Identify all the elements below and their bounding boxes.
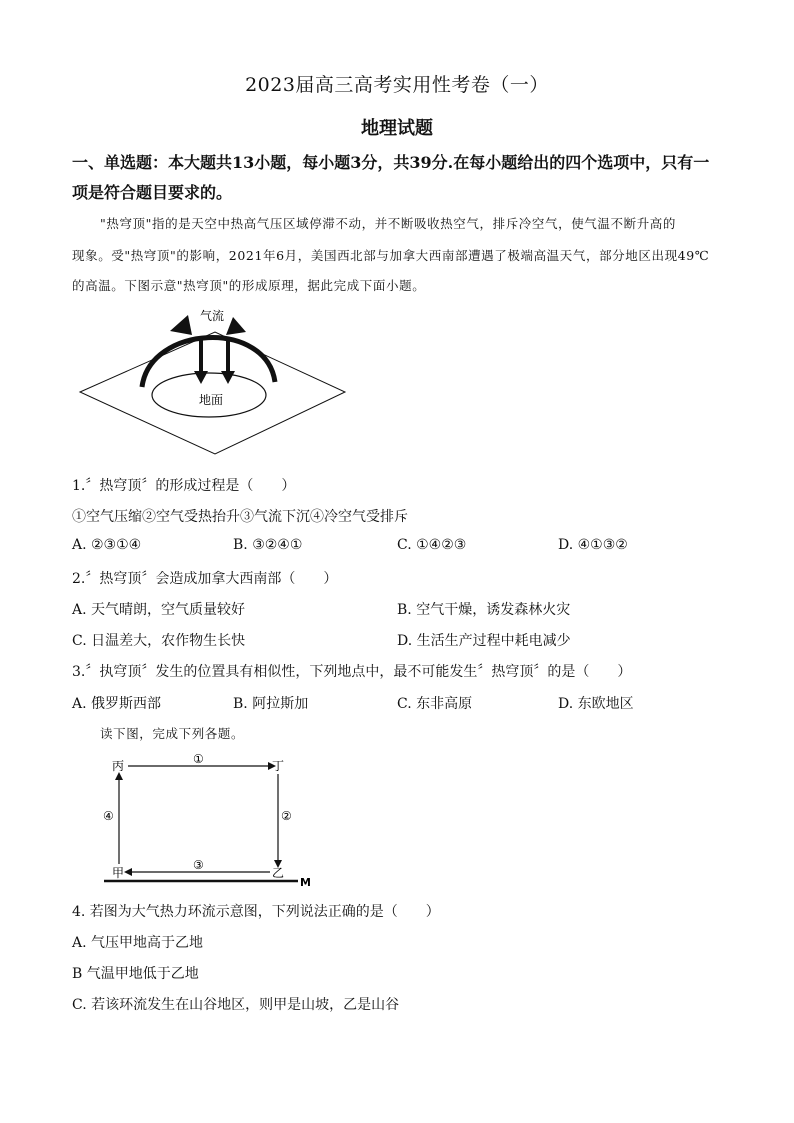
q1-items: ①空气压缩②空气受热抬升③气流下沉④冷空气受排斥	[72, 509, 408, 525]
q2-option-c: C. 日温差大，农作物生长快	[72, 633, 246, 649]
q2-option-a: A. 天气晴朗，空气质量较好	[72, 602, 246, 618]
heat-dome-diagram	[78, 305, 348, 465]
arrow-up-icon	[115, 772, 123, 780]
q4-option-a: A. 气压甲地高于乙地	[72, 935, 204, 951]
q1-stem: 1.〞热穹顶〞的形成过程是（ ）	[72, 478, 296, 494]
section-heading-line1: 一、单选题：本大题共13小题，每小题3分，共39分.在每小题给出的四个选项中，只有一	[72, 153, 710, 172]
q4-option-b: B 气温甲地低于乙地	[72, 966, 199, 982]
q4-stem: 4. 若图为大气热力环流示意图，下列说法正确的是（ ）	[72, 904, 440, 920]
label-ground: 地面	[199, 393, 224, 407]
q1-option-a: A. ②③①④	[72, 537, 142, 553]
q3-option-c: C. 东非高原	[397, 696, 473, 712]
q3-option-d: D. 东欧地区	[558, 696, 634, 712]
q2-option-b: B. 空气干燥，诱发森林火灾	[397, 602, 571, 618]
q1-option-b: B. ③②④①	[233, 537, 303, 553]
down-arrow-icon	[221, 371, 235, 384]
label-ding: 丁	[272, 759, 285, 773]
q4-option-c: C. 若该环流发生在山谷地区，则甲是山坡，乙是山谷	[72, 997, 400, 1013]
section-heading-line2: 项是符合题目要求的。	[72, 183, 233, 202]
q2-stem: 2.〞热穹顶〞会造成加拿大西南部（ ）	[72, 571, 338, 587]
label-bing: 丙	[112, 759, 125, 773]
label-n2: ②	[281, 809, 292, 823]
passage1-line2: 现象。受"热穹顶"的影响，2021年6月，美国西北部与加拿大西南部遭遇了极端高温天气，部分地区出现49℃	[72, 248, 710, 263]
up-arrow-icon	[226, 317, 246, 335]
exam-subtitle: 地理试题	[361, 118, 433, 139]
passage2: 读下图，完成下列各题。	[100, 726, 245, 741]
q3-option-b: B. 阿拉斯加	[233, 696, 309, 712]
thermal-circulation-diagram	[100, 748, 320, 890]
label-yi: 乙	[272, 866, 285, 880]
arrow-left-icon	[124, 868, 132, 876]
up-arrow-icon	[170, 315, 192, 335]
label-n3: ③	[193, 858, 204, 872]
q1-option-c: C. ①④②③	[397, 537, 467, 553]
label-airflow: 气流	[200, 309, 225, 323]
down-arrow-icon	[194, 371, 208, 384]
label-n1: ①	[193, 752, 204, 766]
label-n4: ④	[103, 809, 114, 823]
q1-option-d: D. ④①③②	[558, 537, 628, 553]
exam-title: 2023届高三高考实用性考卷（一）	[245, 74, 549, 96]
q3-option-a: A. 俄罗斯西部	[72, 696, 162, 712]
label-jia: 甲	[112, 866, 125, 880]
label-m: M	[300, 876, 311, 889]
q3-stem: 3.〞执穹顶〞发生的位置具有相似性，下列地点中，最不可能发生〞热穹顶〞的是（ ）	[72, 664, 632, 680]
passage1-line1: "热穹顶"指的是天空中热高气压区域停滞不动，并不断吸收热空气，排斥冷空气，使气温不断升高的	[100, 216, 677, 231]
passage1-line3: 的高温。下图示意"热穹顶"的形成原理，据此完成下面小题。	[72, 278, 426, 293]
q2-option-d: D. 生活生产过程中耗电减少	[397, 633, 571, 649]
